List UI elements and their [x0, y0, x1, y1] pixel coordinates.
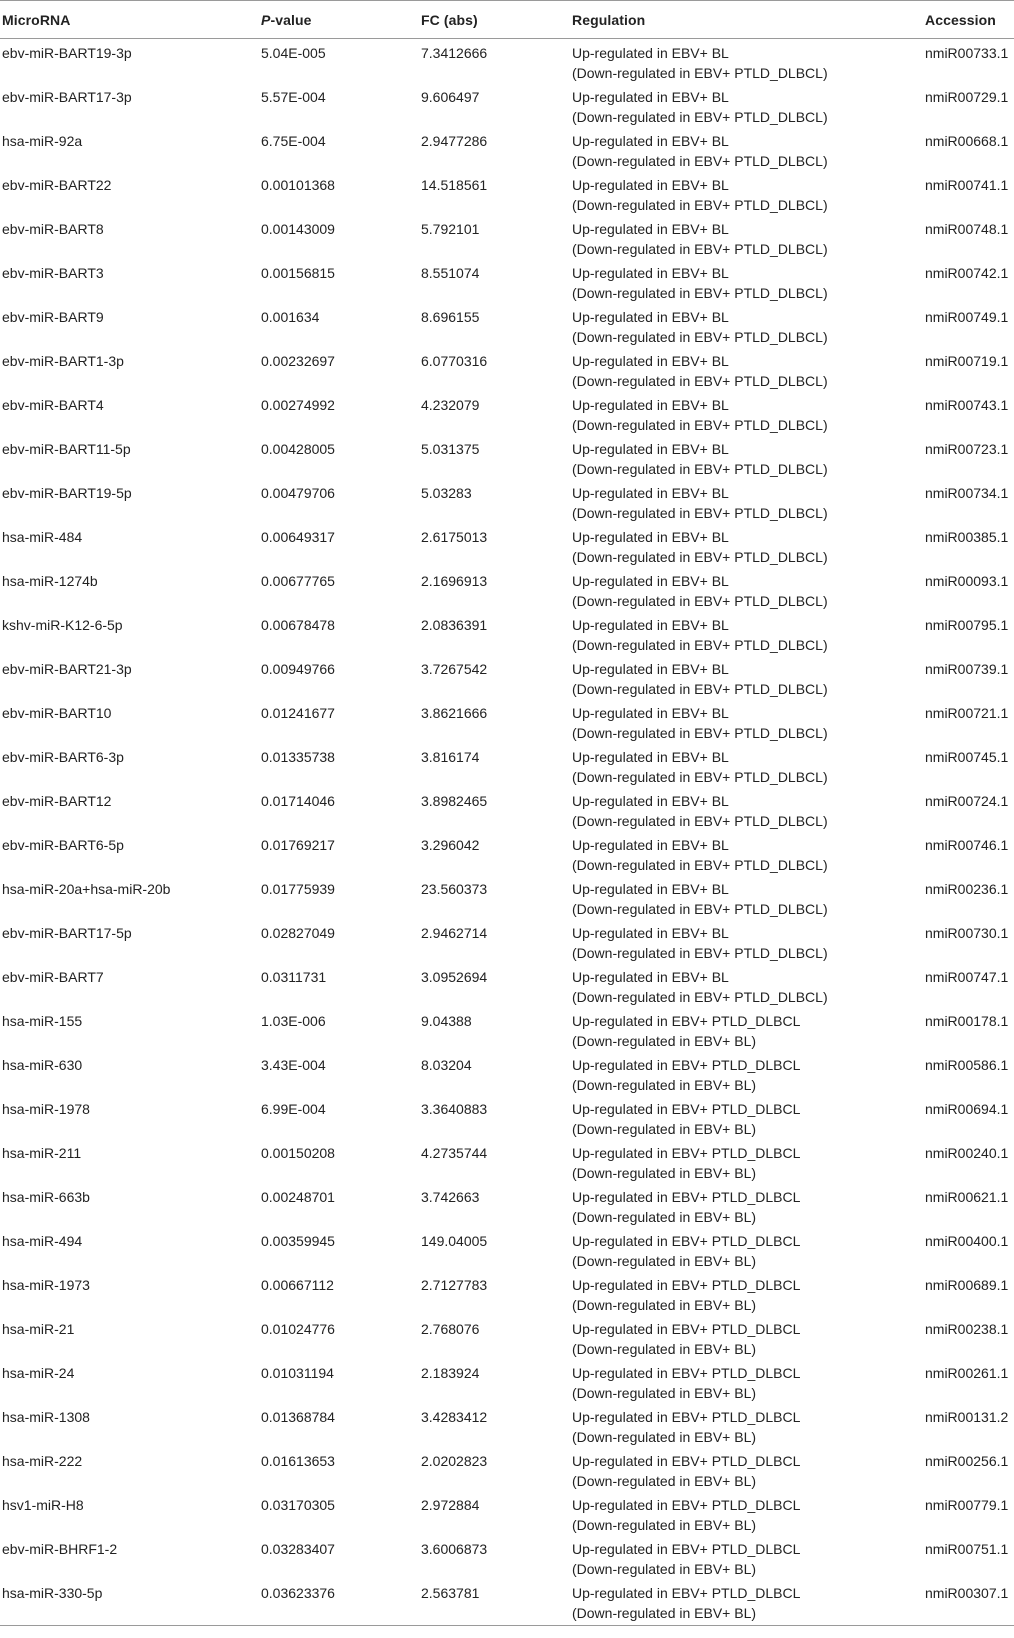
microrna-cell: hsa-miR-20a+hsa-miR-20b	[2, 881, 171, 897]
microrna-cell: ebv-miR-BART1-3p	[2, 353, 124, 369]
regulation-primary: Up-regulated in EBV+ BL	[572, 793, 729, 809]
fc-cell: 2.768076	[421, 1321, 480, 1337]
regulation-primary: Up-regulated in EBV+ PTLD_DLBCL	[572, 1145, 801, 1161]
table-row	[0, 215, 1014, 259]
regulation-primary: Up-regulated in EBV+ BL	[572, 485, 729, 501]
fc-cell: 2.1696913	[421, 573, 488, 589]
pvalue-cell: 0.01335738	[261, 749, 335, 765]
regulation-cell	[570, 127, 923, 171]
fc-cell: 3.8621666	[421, 705, 488, 721]
regulation-primary: Up-regulated in EBV+ BL	[572, 353, 729, 369]
regulation-cell	[570, 1359, 923, 1403]
regulation-secondary: (Down-regulated in EBV+ BL)	[572, 1429, 757, 1445]
regulation-secondary: (Down-regulated in EBV+ PTLD_DLBCL)	[572, 857, 828, 873]
header-regulation: Regulation	[570, 1, 923, 39]
pvalue-cell: 3.43E-004	[261, 1057, 326, 1073]
regulation-cell	[570, 259, 923, 303]
accession-cell: nmiR00724.1	[925, 793, 1009, 809]
pvalue-cell: 5.04E-005	[261, 45, 326, 61]
microrna-cell: hsa-miR-155	[2, 1013, 83, 1029]
accession-cell: nmiR00238.1	[925, 1321, 1009, 1337]
microrna-cell: ebv-miR-BART6-3p	[2, 749, 124, 765]
regulation-primary: Up-regulated in EBV+ BL	[572, 881, 729, 897]
regulation-cell	[570, 1095, 923, 1139]
fc-cell: 3.296042	[421, 837, 480, 853]
microrna-cell: ebv-miR-BART4	[2, 397, 104, 413]
microrna-cell: ebv-miR-BART7	[2, 969, 104, 985]
microrna-cell: ebv-miR-BART9	[2, 309, 104, 325]
microrna-cell: hsa-miR-330-5p	[0, 1579, 259, 1625]
header-fc: FC (abs)	[419, 1, 570, 39]
accession-cell: nmiR00748.1	[925, 221, 1009, 237]
fc-cell: 6.0770316	[421, 353, 488, 369]
table-row	[0, 1403, 1014, 1447]
table-row	[0, 347, 1014, 391]
fc-cell: 3.742663	[421, 1189, 480, 1205]
regulation-cell	[570, 435, 923, 479]
microrna-cell: ebv-miR-BART8	[2, 221, 104, 237]
accession-cell: nmiR00741.1	[925, 177, 1009, 193]
fc-cell: 3.8982465	[421, 793, 488, 809]
fc-cell: 3.4283412	[421, 1409, 488, 1425]
accession-cell: nmiR00719.1	[925, 353, 1009, 369]
regulation-cell	[570, 1491, 923, 1535]
regulation-secondary: (Down-regulated in EBV+ PTLD_DLBCL)	[572, 549, 828, 565]
accession-cell: nmiR00261.1	[925, 1365, 1009, 1381]
fc-cell: 8.551074	[421, 265, 480, 281]
accession-cell: nmiR00131.2	[925, 1409, 1009, 1425]
pvalue-cell: 1.03E-006	[261, 1013, 326, 1029]
regulation-cell	[570, 787, 923, 831]
fc-cell: 2.972884	[421, 1497, 480, 1513]
accession-cell: nmiR00093.1	[925, 573, 1009, 589]
microrna-cell: hsa-miR-1274b	[2, 573, 98, 589]
accession-cell: nmiR00749.1	[925, 309, 1009, 325]
microrna-cell: ebv-miR-BART17-5p	[2, 925, 132, 941]
accession-cell: nmiR00236.1	[925, 881, 1009, 897]
pvalue-cell: 0.03170305	[261, 1497, 335, 1513]
regulation-secondary: (Down-regulated in EBV+ BL)	[572, 1297, 757, 1313]
microrna-cell: ebv-miR-BART11-5p	[2, 441, 131, 457]
regulation-primary: Up-regulated in EBV+ BL	[572, 309, 729, 325]
regulation-cell	[570, 963, 923, 1007]
fc-cell: 5.031375	[421, 441, 480, 457]
regulation-cell	[570, 83, 923, 127]
header-row	[0, 1, 1014, 39]
accession-cell: nmiR00621.1	[925, 1189, 1009, 1205]
microrna-cell: hsa-miR-630	[2, 1057, 83, 1073]
table-row	[0, 1315, 1014, 1359]
accession-cell: nmiR00385.1	[925, 529, 1009, 545]
pvalue-cell: 0.00248701	[261, 1189, 335, 1205]
regulation-cell	[570, 39, 923, 84]
fc-cell: 2.9477286	[421, 133, 488, 149]
accession-cell: nmiR00742.1	[925, 265, 1009, 281]
pvalue-cell: 0.00101368	[261, 177, 335, 193]
accession-cell: nmiR00586.1	[925, 1057, 1009, 1073]
regulation-secondary: (Down-regulated in EBV+ BL)	[572, 1077, 757, 1093]
accession-cell: nmiR00739.1	[925, 661, 1009, 677]
regulation-secondary: (Down-regulated in EBV+ PTLD_DLBCL)	[572, 769, 828, 785]
regulation-primary: Up-regulated in EBV+ BL	[572, 749, 729, 765]
regulation-primary: Up-regulated in EBV+ PTLD_DLBCL	[572, 1101, 801, 1117]
regulation-cell	[570, 1403, 923, 1447]
microrna-cell: hsa-miR-211	[2, 1145, 82, 1161]
accession-cell: nmiR00721.1	[925, 705, 1009, 721]
table-row	[0, 1227, 1014, 1271]
regulation-cell	[570, 347, 923, 391]
regulation-cell	[570, 875, 923, 919]
pvalue-cell: 0.00649317	[261, 529, 335, 545]
regulation-secondary: (Down-regulated in EBV+ PTLD_DLBCL)	[572, 197, 828, 213]
header-pvalue	[259, 1, 419, 39]
fc-cell: 4.2735744	[421, 1145, 488, 1161]
microrna-cell: ebv-miR-BART22	[2, 177, 112, 193]
regulation-cell	[570, 1271, 923, 1315]
fc-cell: 149.04005	[421, 1233, 488, 1249]
table-row	[0, 1051, 1014, 1095]
table-row	[0, 1579, 1014, 1625]
accession-cell: nmiR00795.1	[925, 617, 1009, 633]
regulation-secondary: (Down-regulated in EBV+ BL)	[572, 1253, 757, 1269]
regulation-secondary: (Down-regulated in EBV+ BL)	[572, 1209, 757, 1225]
pvalue-cell: 6.75E-004	[261, 133, 326, 149]
fc-cell: 3.6006873	[421, 1541, 488, 1557]
fc-cell: 2.563781	[419, 1579, 570, 1625]
table-row	[0, 39, 1014, 84]
fc-cell: 7.3412666	[421, 45, 488, 61]
header-microrna: MicroRNA	[0, 1, 259, 39]
microrna-cell: ebv-miR-BART12	[2, 793, 112, 809]
table-row	[0, 259, 1014, 303]
fc-cell: 3.816174	[421, 749, 480, 765]
regulation-primary: Up-regulated in EBV+ PTLD_DLBCL	[572, 1365, 801, 1381]
fc-cell: 5.03283	[421, 485, 472, 501]
fc-cell: 8.03204	[421, 1057, 472, 1073]
table-body	[0, 39, 1014, 1626]
pvalue-cell: 0.00667112	[261, 1277, 334, 1293]
microrna-cell: ebv-miR-BART10	[2, 705, 112, 721]
accession-cell: nmiR00746.1	[925, 837, 1009, 853]
table-row	[0, 655, 1014, 699]
accession-cell: nmiR00733.1	[925, 45, 1009, 61]
table-row	[0, 963, 1014, 1007]
regulation-secondary: (Down-regulated in EBV+ BL)	[572, 1341, 757, 1357]
regulation-cell	[570, 611, 923, 655]
header-accession: Accession	[923, 1, 1014, 39]
regulation-secondary: (Down-regulated in EBV+ PTLD_DLBCL)	[572, 681, 828, 697]
regulation-primary: Up-regulated in EBV+ BL	[572, 705, 729, 721]
regulation-primary: Up-regulated in EBV+ PTLD_DLBCL	[572, 1453, 801, 1469]
table-row	[0, 1007, 1014, 1051]
microrna-cell: ebv-miR-BART17-3p	[2, 89, 132, 105]
regulation-secondary: (Down-regulated in EBV+ PTLD_DLBCL)	[572, 329, 828, 345]
accession-cell: nmiR00689.1	[925, 1277, 1009, 1293]
regulation-secondary: (Down-regulated in EBV+ PTLD_DLBCL)	[572, 373, 828, 389]
regulation-primary: Up-regulated in EBV+ PTLD_DLBCL	[572, 1277, 801, 1293]
fc-cell: 14.518561	[421, 177, 488, 193]
fc-cell: 2.9462714	[421, 925, 488, 941]
microrna-cell: hsa-miR-1978	[2, 1101, 90, 1117]
accession-cell: nmiR00307.1	[923, 1579, 1014, 1625]
regulation-cell	[570, 831, 923, 875]
table-row	[0, 1139, 1014, 1183]
table-row	[0, 743, 1014, 787]
regulation-secondary: (Down-regulated in EBV+ BL)	[572, 1385, 757, 1401]
regulation-secondary: (Down-regulated in EBV+ PTLD_DLBCL)	[572, 109, 828, 125]
regulation-primary: Up-regulated in EBV+ BL	[572, 969, 729, 985]
table-row	[0, 1183, 1014, 1227]
regulation-primary: Up-regulated in EBV+ BL	[572, 265, 729, 281]
accession-cell: nmiR00400.1	[925, 1233, 1009, 1249]
regulation-cell	[570, 1579, 923, 1625]
fc-cell: 2.7127783	[421, 1277, 488, 1293]
table-row	[0, 1535, 1014, 1579]
regulation-cell	[570, 699, 923, 743]
pvalue-cell: 0.01775939	[261, 881, 335, 897]
table-row	[0, 787, 1014, 831]
table-row	[0, 303, 1014, 347]
pvalue-cell: 0.03623376	[259, 1579, 419, 1625]
microrna-cell: ebv-miR-BART3	[2, 265, 104, 281]
pvalue-cell: 6.99E-004	[261, 1101, 326, 1117]
regulation-secondary: (Down-regulated in EBV+ PTLD_DLBCL)	[572, 461, 828, 477]
regulation-secondary: (Down-regulated in EBV+ BL)	[572, 1605, 757, 1621]
pvalue-cell: 0.00949766	[261, 661, 335, 677]
pvalue-cell: 0.03283407	[261, 1541, 335, 1557]
regulation-primary: Up-regulated in EBV+ PTLD_DLBCL	[572, 1013, 801, 1029]
regulation-cell	[570, 1183, 923, 1227]
accession-cell: nmiR00729.1	[925, 89, 1009, 105]
fc-cell: 3.7267542	[421, 661, 488, 677]
regulation-cell	[570, 303, 923, 347]
pvalue-cell: 0.01714046	[261, 793, 335, 809]
regulation-primary: Up-regulated in EBV+ BL	[572, 925, 729, 941]
microrna-cell: ebv-miR-BART6-5p	[2, 837, 124, 853]
accession-cell: nmiR00779.1	[925, 1497, 1009, 1513]
table-row	[0, 875, 1014, 919]
table-row	[0, 611, 1014, 655]
regulation-primary: Up-regulated in EBV+ BL	[572, 221, 729, 237]
accession-cell: nmiR00668.1	[925, 133, 1009, 149]
regulation-secondary: (Down-regulated in EBV+ PTLD_DLBCL)	[572, 725, 828, 741]
regulation-primary: Up-regulated in EBV+ PTLD_DLBCL	[572, 1189, 801, 1205]
microrna-cell: hsa-miR-494	[2, 1233, 83, 1249]
regulation-cell	[570, 1139, 923, 1183]
table-row	[0, 1271, 1014, 1315]
regulation-cell	[570, 743, 923, 787]
regulation-secondary: (Down-regulated in EBV+ BL)	[572, 1517, 757, 1533]
table-row	[0, 171, 1014, 215]
table-row	[0, 831, 1014, 875]
regulation-secondary: (Down-regulated in EBV+ PTLD_DLBCL)	[572, 945, 828, 961]
pvalue-cell: 0.00359945	[261, 1233, 335, 1249]
regulation-secondary: (Down-regulated in EBV+ PTLD_DLBCL)	[572, 505, 828, 521]
regulation-cell	[570, 1227, 923, 1271]
fc-cell: 2.6175013	[421, 529, 488, 545]
regulation-cell	[570, 919, 923, 963]
accession-cell: nmiR00747.1	[925, 969, 1009, 985]
table-row	[0, 699, 1014, 743]
pvalue-cell: 0.0311731	[261, 969, 327, 985]
pvalue-cell: 0.00143009	[261, 221, 335, 237]
regulation-secondary: (Down-regulated in EBV+ PTLD_DLBCL)	[572, 241, 828, 257]
accession-cell: nmiR00240.1	[925, 1145, 1009, 1161]
pvalue-cell: 0.00678478	[261, 617, 335, 633]
microrna-cell: ebv-miR-BHRF1-2	[2, 1541, 118, 1557]
pvalue-cell: 0.00150208	[261, 1145, 335, 1161]
microrna-cell: hsa-miR-1973	[2, 1277, 90, 1293]
regulation-primary: Up-regulated in EBV+ BL	[572, 573, 729, 589]
pvalue-cell: 0.01031194	[261, 1365, 334, 1381]
regulation-cell	[570, 391, 923, 435]
regulation-primary: Up-regulated in EBV+ PTLD_DLBCL	[572, 1585, 801, 1601]
fc-cell: 2.0202823	[421, 1453, 488, 1469]
pvalue-cell: 0.00274992	[261, 397, 335, 413]
table-row	[0, 1491, 1014, 1535]
regulation-primary: Up-regulated in EBV+ BL	[572, 89, 729, 105]
table-row	[0, 919, 1014, 963]
regulation-cell	[570, 479, 923, 523]
regulation-cell	[570, 1051, 923, 1095]
microrna-cell: ebv-miR-BART21-3p	[2, 661, 132, 677]
fc-cell: 9.04388	[421, 1013, 472, 1029]
accession-cell: nmiR00256.1	[925, 1453, 1009, 1469]
regulation-primary: Up-regulated in EBV+ BL	[572, 133, 729, 149]
regulation-primary: Up-regulated in EBV+ BL	[572, 45, 729, 61]
pvalue-cell: 0.001634	[261, 309, 320, 325]
regulation-secondary: (Down-regulated in EBV+ BL)	[572, 1033, 757, 1049]
microrna-cell: hsa-miR-21	[2, 1321, 75, 1337]
table-row	[0, 391, 1014, 435]
pvalue-cell: 0.00428005	[261, 441, 335, 457]
fc-cell: 5.792101	[421, 221, 480, 237]
table-row	[0, 83, 1014, 127]
table-row	[0, 479, 1014, 523]
regulation-primary: Up-regulated in EBV+ BL	[572, 441, 729, 457]
regulation-cell	[570, 523, 923, 567]
regulation-secondary: (Down-regulated in EBV+ PTLD_DLBCL)	[572, 593, 828, 609]
pvalue-cell: 0.01024776	[261, 1321, 335, 1337]
fc-cell: 9.606497	[421, 89, 480, 105]
accession-cell: nmiR00723.1	[925, 441, 1009, 457]
regulation-cell	[570, 1535, 923, 1579]
regulation-cell	[570, 567, 923, 611]
table-row	[0, 127, 1014, 171]
accession-cell: nmiR00694.1	[925, 1101, 1009, 1117]
regulation-cell	[570, 1447, 923, 1491]
table-row	[0, 523, 1014, 567]
pvalue-cell: 0.00232697	[261, 353, 335, 369]
regulation-secondary: (Down-regulated in EBV+ PTLD_DLBCL)	[572, 153, 828, 169]
pvalue-cell: 0.02827049	[261, 925, 335, 941]
regulation-secondary: (Down-regulated in EBV+ BL)	[572, 1561, 757, 1577]
pvalue-cell: 0.00677765	[261, 573, 335, 589]
regulation-primary: Up-regulated in EBV+ BL	[572, 177, 729, 193]
regulation-primary: Up-regulated in EBV+ PTLD_DLBCL	[572, 1409, 801, 1425]
regulation-primary: Up-regulated in EBV+ BL	[572, 617, 729, 633]
fc-cell: 2.183924	[421, 1365, 480, 1381]
table-row	[0, 1095, 1014, 1139]
accession-cell: nmiR00751.1	[925, 1541, 1009, 1557]
table-row	[0, 567, 1014, 611]
microrna-cell: ebv-miR-BART19-3p	[2, 45, 132, 61]
regulation-cell	[570, 655, 923, 699]
regulation-primary: Up-regulated in EBV+ BL	[572, 661, 729, 677]
pvalue-cell: 0.01368784	[261, 1409, 335, 1425]
table-row	[0, 1359, 1014, 1403]
regulation-primary: Up-regulated in EBV+ PTLD_DLBCL	[572, 1233, 801, 1249]
pvalue-cell: 0.00479706	[261, 485, 335, 501]
regulation-cell	[570, 171, 923, 215]
regulation-primary: Up-regulated in EBV+ PTLD_DLBCL	[572, 1057, 801, 1073]
microrna-cell: hsa-miR-24	[2, 1365, 75, 1381]
microrna-cell: hsa-miR-1308	[2, 1409, 90, 1425]
table-row	[0, 435, 1014, 479]
regulation-secondary: (Down-regulated in EBV+ PTLD_DLBCL)	[572, 901, 828, 917]
fc-cell: 3.0952694	[421, 969, 488, 985]
table-row	[0, 1447, 1014, 1491]
regulation-secondary: (Down-regulated in EBV+ BL)	[572, 1165, 757, 1181]
regulation-secondary: (Down-regulated in EBV+ PTLD_DLBCL)	[572, 637, 828, 653]
table-header	[0, 1, 1014, 39]
regulation-primary: Up-regulated in EBV+ PTLD_DLBCL	[572, 1321, 801, 1337]
regulation-secondary: (Down-regulated in EBV+ PTLD_DLBCL)	[572, 285, 828, 301]
accession-cell: nmiR00730.1	[925, 925, 1009, 941]
pvalue-cell: 5.57E-004	[261, 89, 326, 105]
pvalue-cell: 0.01613653	[261, 1453, 335, 1469]
accession-cell: nmiR00743.1	[925, 397, 1009, 413]
microrna-cell: hsa-miR-92a	[2, 133, 83, 149]
microrna-cell: kshv-miR-K12-6-5p	[2, 617, 123, 633]
regulation-primary: Up-regulated in EBV+ BL	[572, 397, 729, 413]
accession-cell: nmiR00734.1	[925, 485, 1009, 501]
accession-cell: nmiR00745.1	[925, 749, 1009, 765]
header-pvalue-p: P	[261, 11, 271, 28]
regulation-secondary: (Down-regulated in EBV+ BL)	[572, 1473, 757, 1489]
fc-cell: 8.696155	[421, 309, 480, 325]
regulation-secondary: (Down-regulated in EBV+ PTLD_DLBCL)	[572, 417, 828, 433]
regulation-cell	[570, 1315, 923, 1359]
pvalue-cell: 0.01241677	[261, 705, 335, 721]
regulation-primary: Up-regulated in EBV+ PTLD_DLBCL	[572, 1541, 801, 1557]
header-pvalue-rest: -value	[270, 11, 312, 28]
regulation-cell	[570, 215, 923, 259]
regulation-secondary: (Down-regulated in EBV+ PTLD_DLBCL)	[572, 65, 828, 81]
microrna-cell: hsa-miR-484	[2, 529, 83, 545]
pvalue-cell: 0.00156815	[261, 265, 335, 281]
regulation-secondary: (Down-regulated in EBV+ PTLD_DLBCL)	[572, 989, 828, 1005]
fc-cell: 23.560373	[421, 881, 488, 897]
pvalue-cell: 0.01769217	[261, 837, 335, 853]
regulation-secondary: (Down-regulated in EBV+ PTLD_DLBCL)	[572, 813, 828, 829]
fc-cell: 4.232079	[421, 397, 480, 413]
fc-cell: 3.3640883	[421, 1101, 488, 1117]
fc-cell: 2.0836391	[421, 617, 488, 633]
microrna-cell: hsv1-miR-H8	[2, 1497, 84, 1513]
microrna-cell: hsa-miR-222	[2, 1453, 83, 1469]
regulation-cell	[570, 1007, 923, 1051]
accession-cell: nmiR00178.1	[925, 1013, 1009, 1029]
regulation-secondary: (Down-regulated in EBV+ BL)	[572, 1121, 757, 1137]
regulation-primary: Up-regulated in EBV+ PTLD_DLBCL	[572, 1497, 801, 1513]
regulation-primary: Up-regulated in EBV+ BL	[572, 529, 729, 545]
microrna-cell: hsa-miR-663b	[2, 1189, 90, 1205]
microrna-cell: ebv-miR-BART19-5p	[2, 485, 132, 501]
regulation-primary: Up-regulated in EBV+ BL	[572, 837, 729, 853]
